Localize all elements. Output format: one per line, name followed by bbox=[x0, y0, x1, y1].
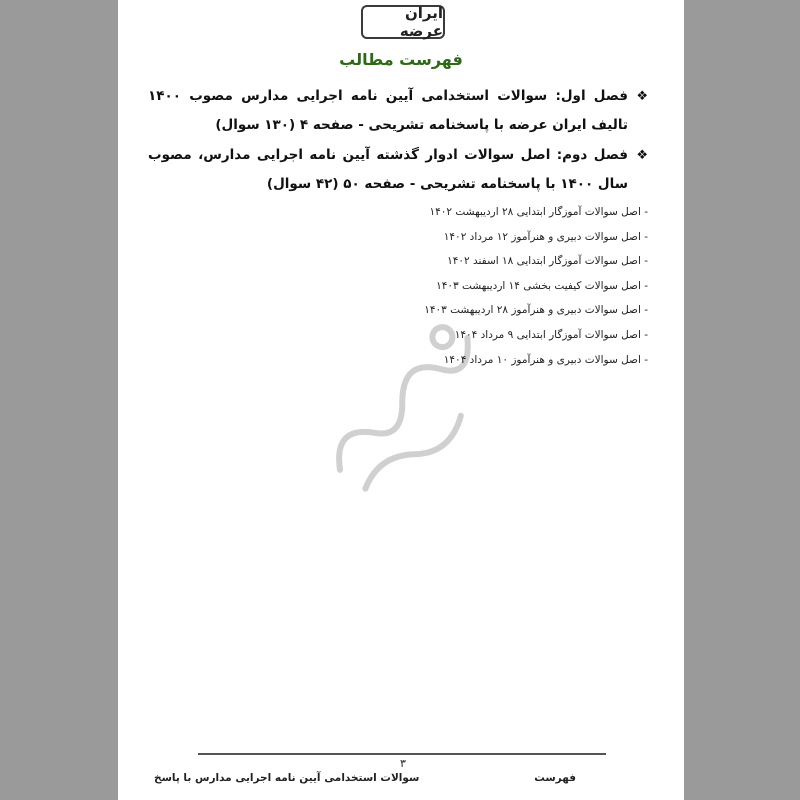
toc-subitem: - اصل سوالات کیفیت بخشی ۱۴ اردیبهشت ۱۴۰۳ bbox=[436, 279, 648, 292]
watermark-logo-icon bbox=[278, 300, 538, 520]
document-page bbox=[118, 0, 684, 800]
toc-subitem: - اصل سوالات دبیری و هنرآموز ۱۲ مرداد ۱۴۰۲ bbox=[443, 230, 648, 243]
toc-subitem: - اصل سوالات آموزگار ابتدایی ۲۸ اردیبهشت ۱۴۰۲ bbox=[429, 206, 648, 218]
toc-subitem: - اصل سوالات آموزگار ابتدایی ۹ مرداد ۱۴۰۴ bbox=[454, 328, 648, 341]
toc-subitem: - اصل سوالات آموزگار ابتدایی ۱۸ اسفند ۱۴۰۲ bbox=[447, 255, 648, 268]
toc-chapter-2 bbox=[148, 141, 650, 199]
diamond-bullet-icon: ❖ bbox=[636, 89, 648, 104]
footer-book-title: سوالات استخدامی آیین نامه اجرایی مدارس با پاسخ bbox=[154, 772, 420, 784]
toc-chapter-1 bbox=[148, 82, 650, 140]
chapter-label: فصل اول: سوالات استخدامی آیین نامه اجرایی مدارس مصوب ۱۴۰۰ تالیف ایران عرضه با پاسخنامه تشریحی - صفحه ۴ (۱۳۰ سوال) bbox=[148, 88, 628, 133]
diamond-bullet-icon: ❖ bbox=[636, 148, 648, 163]
logo-text: ایران عرضه bbox=[399, 4, 443, 40]
brand-logo bbox=[361, 5, 445, 39]
toc-subitem: - اصل سوالات دبیری و هنرآموز ۲۸ اردیبهشت ۱۴۰۳ bbox=[424, 304, 648, 317]
footer-section: فهرست bbox=[534, 772, 576, 784]
toc-subitem: - اصل سوالات دبیری و هنرآموز ۱۰ مرداد ۱۴۰۴ bbox=[443, 353, 648, 366]
page-title: فهرست مطالب bbox=[339, 50, 463, 69]
page-number: ۳ bbox=[400, 757, 406, 770]
footer-divider bbox=[198, 753, 606, 755]
chapter-label: فصل دوم: اصل سوالات ادوار گذشته آیین نامه اجرایی مدارس، مصوب سال ۱۴۰۰ با پاسخنامه تشریحی - صفحه ۵۰ (۴۲ سوال) bbox=[148, 147, 628, 192]
